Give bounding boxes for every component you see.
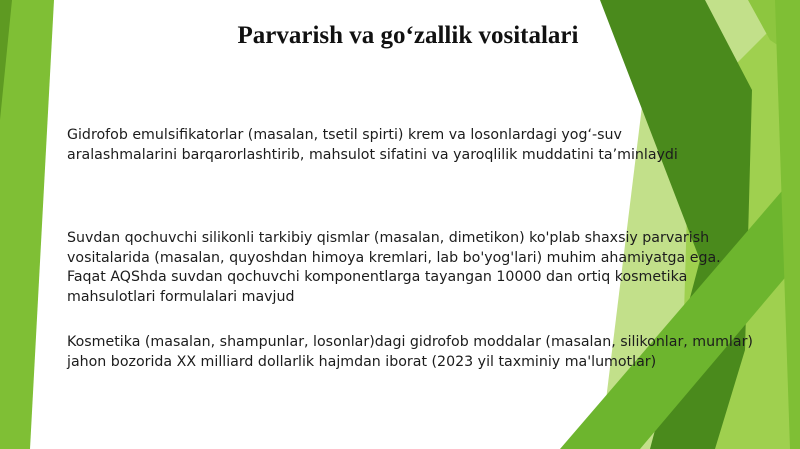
paragraph-silicones <box>67 229 721 307</box>
paragraph-line: mahsulotlari formulalari mavjud <box>67 288 295 305</box>
paragraph-line: Kosmetika (masalan, shampunlar, losonlar)dagi gidrofob moddalar (masalan, silikonlar, mumlar) <box>67 334 753 350</box>
slide-title: Parvarish va go‘zallik vositalari <box>237 22 579 49</box>
left-accent-bar <box>0 0 54 449</box>
paragraph-emulsifiers <box>67 126 678 165</box>
paragraph-market <box>67 333 753 372</box>
paragraph-line: Gidrofob emulsifikatorlar (masalan, tsetil spirti) krem va losonlardagi yog‘-suv <box>67 127 622 143</box>
paragraph-line: jahon bozorida XX milliard dollarlik hajmdan iborat (2023 yil taxminiy ma'lumotlar) <box>67 353 657 370</box>
paragraph-line: vositalarida (masalan, quyoshdan himoya kremlari, lab bo'yog'lari) muhim ahamiyatga ega. <box>67 249 721 266</box>
paragraph-line: Faqat AQShda suvdan qochuvchi komponentlarga tayangan 10000 dan ortiq kosmetika <box>67 269 688 285</box>
paragraph-line: aralashmalarini barqarorlashtirib, mahsulot sifatini va yaroqlilik muddatini ta’minlaydi <box>67 146 678 163</box>
paragraph-line: Suvdan qochuvchi silikonli tarkibiy qismlar (masalan, dimetikon) ko'plab shaxsiy parvarish <box>67 230 710 246</box>
